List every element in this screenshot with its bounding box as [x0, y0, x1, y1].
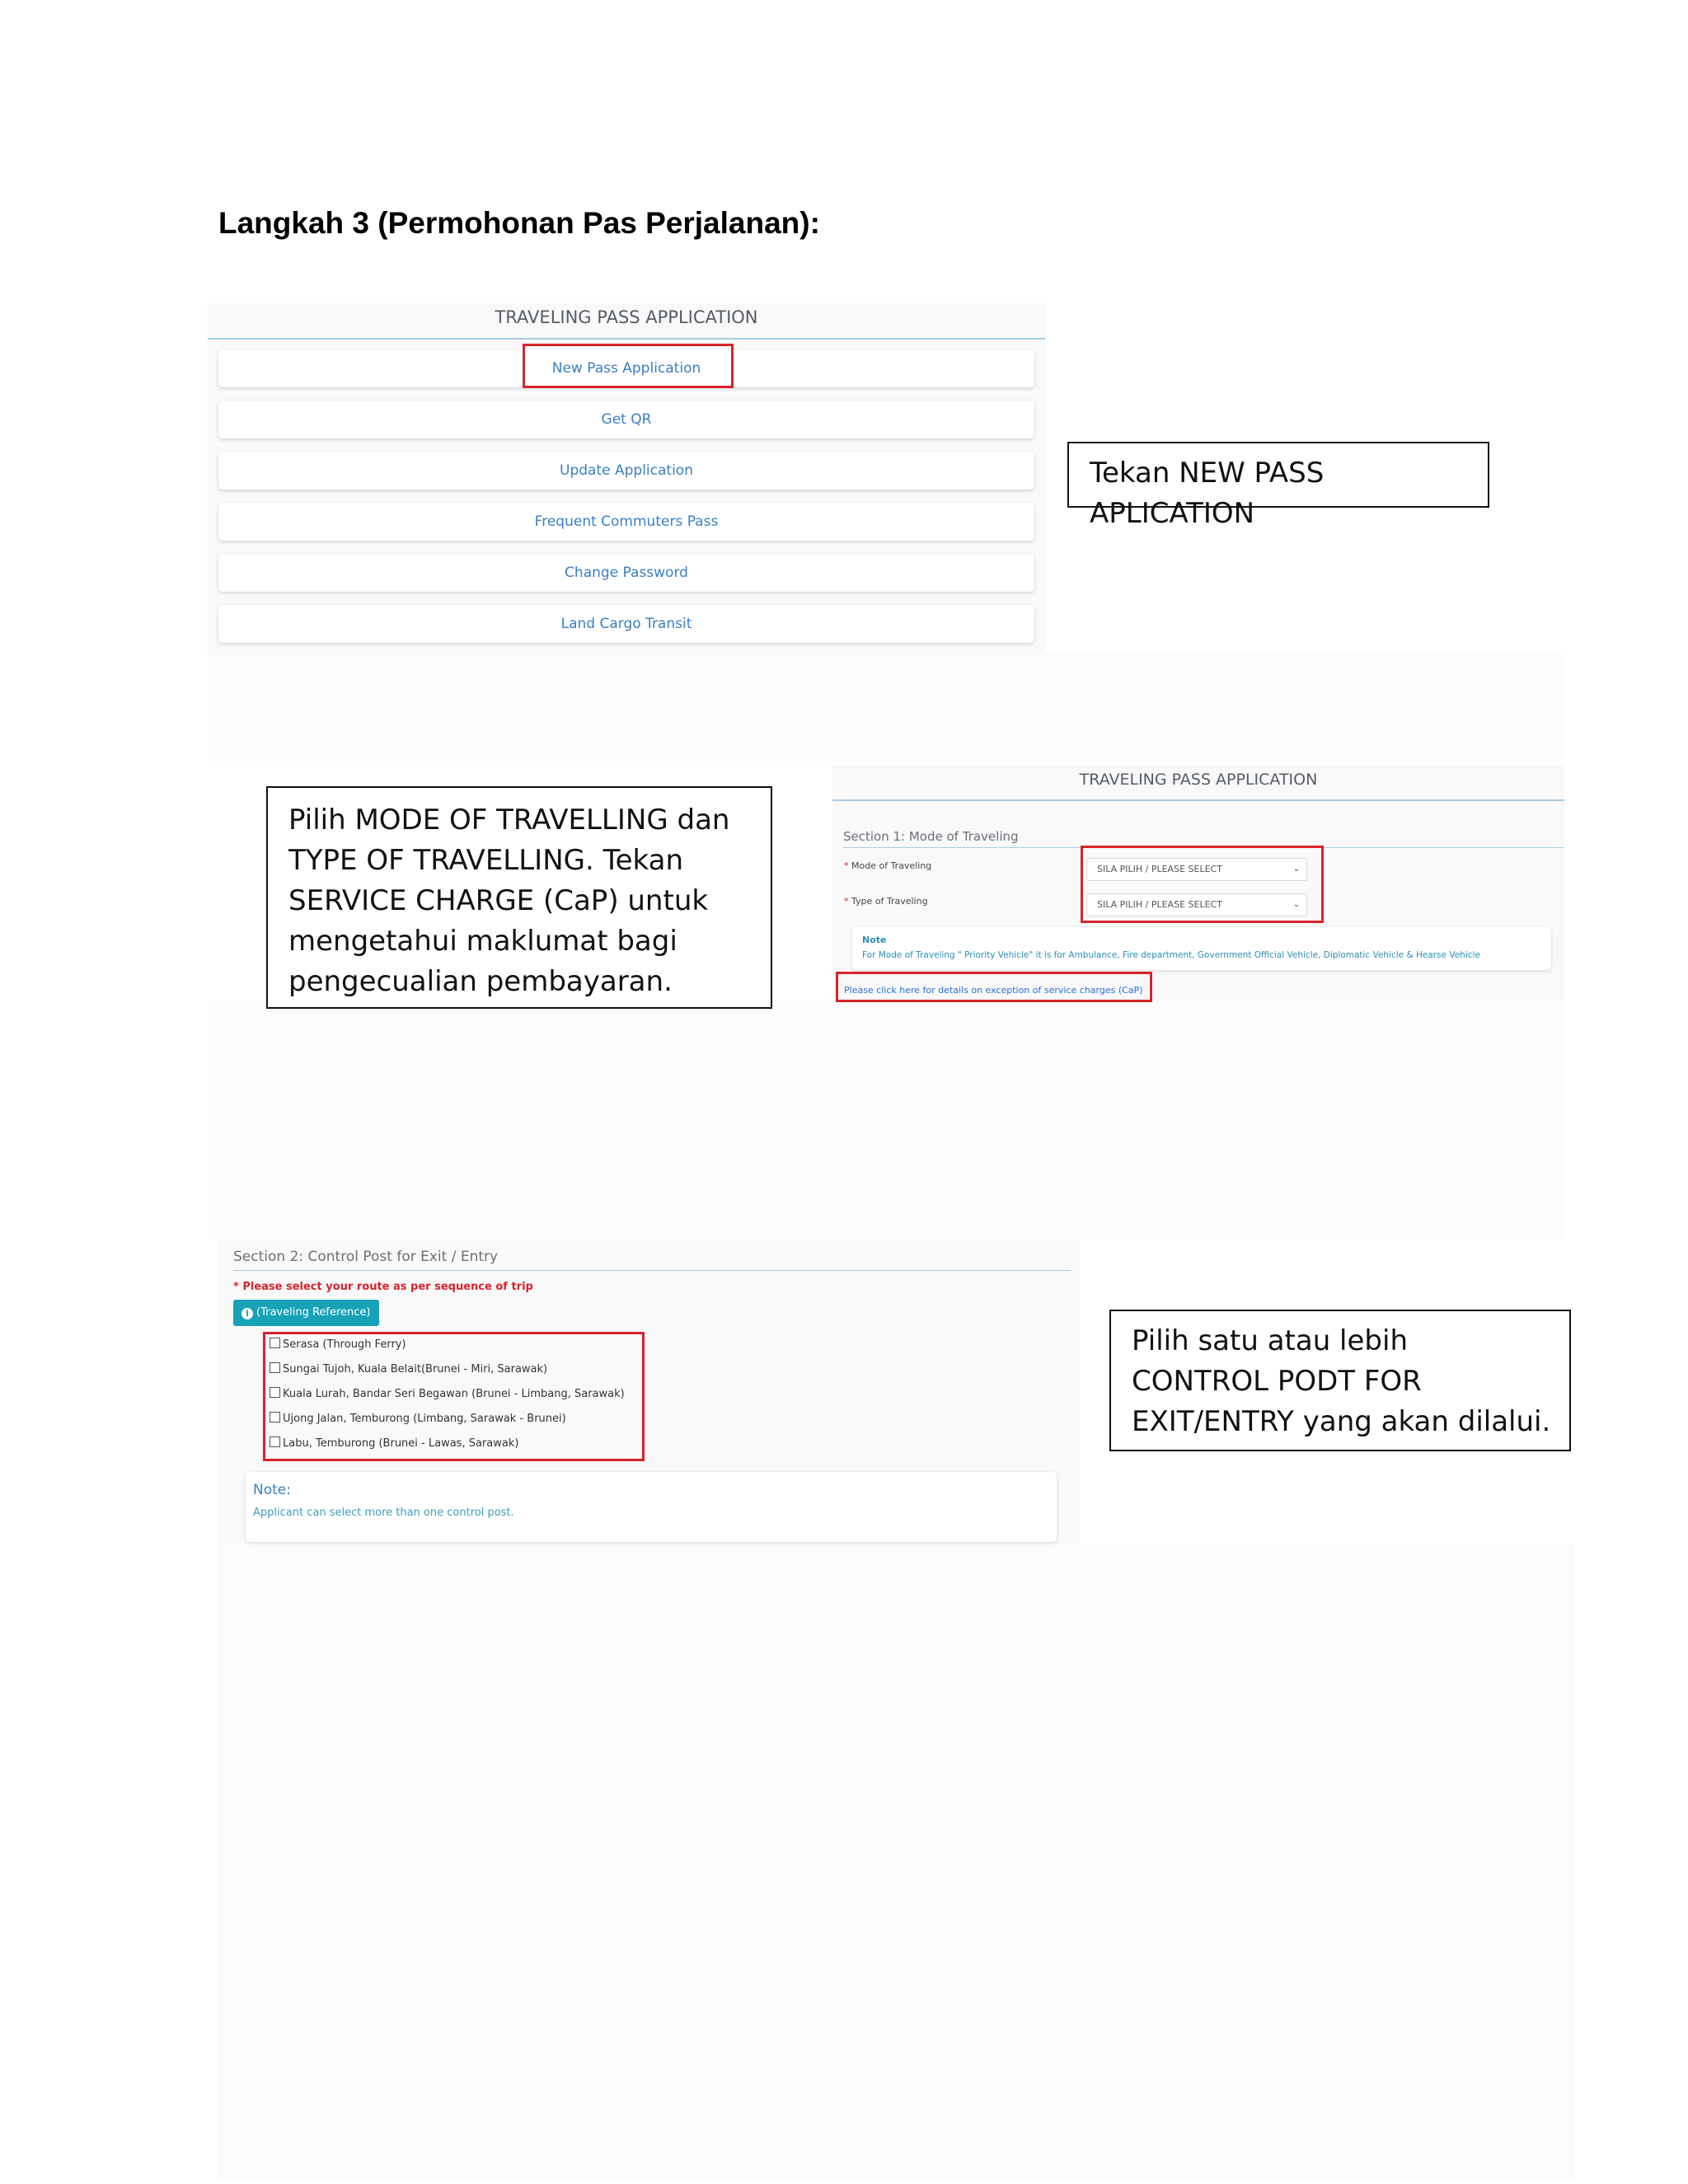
note-text: For Mode of Traveling " Priority Vehicle" it is for Ambulance, Fire department, Government Official Vehicle, Diplomatic Vehicle & Hearse Vehicle	[862, 950, 1480, 960]
screenshot-title: TRAVELING PASS APPLICATION	[208, 303, 1045, 340]
background-band	[208, 654, 1564, 761]
control-post-label: Labu, Temburong (Brunei - Lawas, Sarawak)	[283, 1437, 519, 1450]
screenshot-title: TRAVELING PASS APPLICATION	[832, 765, 1564, 801]
section-title: Section 1: Mode of Traveling	[843, 829, 1564, 848]
mode-of-traveling-label	[844, 860, 931, 871]
frequent-commuters-pass-button[interactable]: Frequent Commuters Pass	[218, 503, 1034, 541]
change-password-button[interactable]: Change Password	[218, 554, 1034, 592]
control-post-label: Ujong Jalan, Temburong (Limbang, Sarawak - Brunei)	[283, 1413, 566, 1425]
callout-control-post: Pilih satu atau lebih CONTROL PODT FOR EXIT/ENTRY yang akan dilalui.	[1109, 1310, 1571, 1451]
traveling-reference-button[interactable]	[233, 1300, 379, 1326]
note-heading: Note	[862, 935, 887, 945]
mode-of-traveling-screenshot	[832, 765, 1564, 1001]
new-pass-application-button[interactable]: New Pass Application	[218, 349, 1034, 387]
required-mark: *	[844, 896, 849, 907]
chevron-down-icon: ⌄	[1292, 865, 1300, 874]
traveling-pass-menu-screenshot	[208, 303, 1045, 654]
note-card	[246, 1472, 1057, 1542]
select-value: SILA PILIH / PLEASE SELECT	[1097, 864, 1222, 874]
highlight-box	[1081, 846, 1324, 923]
control-post-label: Serasa (Through Ferry)	[283, 1338, 406, 1351]
note-text: Applicant can select more than one control post.	[253, 1507, 514, 1519]
select-value: SILA PILIH / PLEASE SELECT	[1097, 899, 1222, 910]
control-post-label: Kuala Lurah, Bandar Seri Begawan (Brunei - Limbang, Sarawak)	[283, 1388, 625, 1400]
control-post-screenshot	[218, 1239, 1080, 1544]
update-application-button[interactable]: Update Application	[218, 452, 1034, 490]
mode-label-text: Mode of Traveling	[851, 860, 932, 871]
info-icon: i	[241, 1308, 253, 1319]
highlight-box	[836, 972, 1152, 1002]
highlight-box	[523, 344, 734, 388]
ref-button-label: (Traveling Reference)	[256, 1306, 371, 1319]
callout-mode-of-travelling: Pilih MODE OF TRAVELLING dan TYPE OF TRAVELLING. Tekan SERVICE CHARGE (CaP) untuk mengetahui maklumat bagi pengecualian pembayaran.	[266, 786, 772, 1009]
get-qr-button[interactable]: Get QR	[218, 401, 1034, 438]
required-mark: *	[844, 860, 849, 871]
type-of-traveling-label	[844, 896, 928, 907]
chevron-down-icon: ⌄	[1292, 900, 1300, 909]
cap-exception-link[interactable]: Please click here for details on exception of service charges (CaP)	[844, 985, 1143, 996]
route-hint: * Please select your route as per sequence of trip	[233, 1281, 533, 1293]
land-cargo-transit-button[interactable]: Land Cargo Transit	[218, 605, 1034, 643]
type-label-text: Type of Traveling	[851, 896, 928, 907]
page-heading: Langkah 3 (Permohonan Pas Perjalanan):	[218, 206, 820, 240]
control-post-label: Sungai Tujoh, Kuala Belait(Brunei - Miri, Sarawak)	[283, 1363, 548, 1376]
note-card	[852, 927, 1551, 970]
background-band	[208, 1001, 1564, 1240]
callout-new-pass: Tekan NEW PASS APLICATION	[1067, 442, 1489, 508]
section-title: Section 2: Control Post for Exit / Entry	[233, 1249, 1071, 1271]
background-band	[218, 1544, 1574, 2178]
highlight-box	[263, 1332, 645, 1461]
note-heading: Note:	[253, 1482, 291, 1498]
